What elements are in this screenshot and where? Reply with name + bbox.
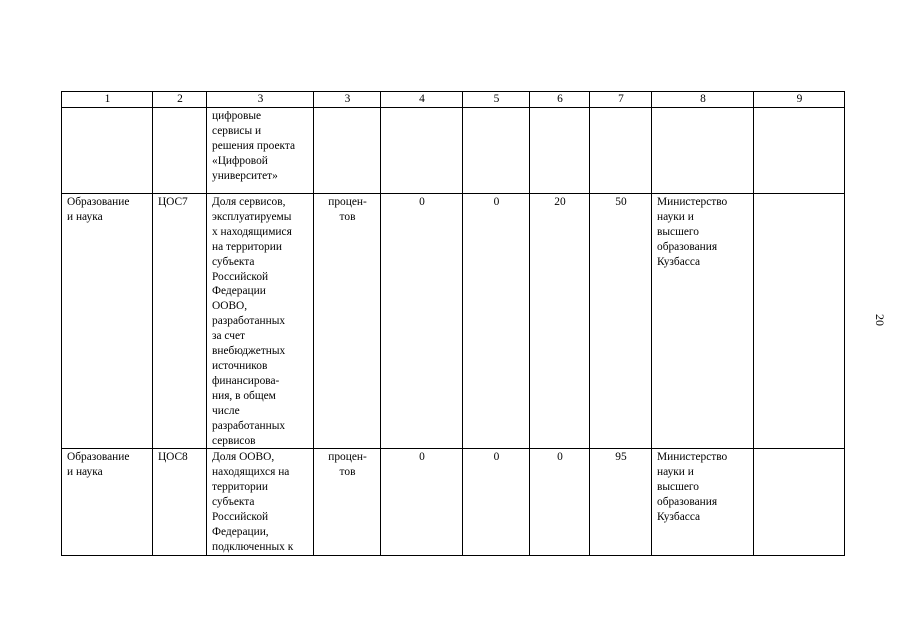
table-row — [62, 449, 845, 555]
header-cell: 3 — [314, 92, 381, 108]
header-cell: 1 — [62, 92, 153, 108]
value-cell — [530, 108, 590, 194]
header-cell: 5 — [463, 92, 530, 108]
unit-cell: процен- тов — [314, 194, 381, 449]
header-cell: 9 — [754, 92, 845, 108]
header-cell: 3 — [207, 92, 314, 108]
note-cell — [754, 194, 845, 449]
value-cell: 0 — [463, 194, 530, 449]
value-cell: 0 — [530, 449, 590, 555]
indicator-name-cell: Доля сервисов, эксплуатируемы х находящимися на территории субъекта Российской Федерации ООВО, разработанных за счет внебюджетных источников финансирова- ния, в общем числе разработанных сервисов — [207, 194, 314, 449]
code-cell: ЦОС7 — [153, 194, 207, 449]
value-cell — [463, 108, 530, 194]
value-cell: 0 — [463, 449, 530, 555]
header-cell: 2 — [153, 92, 207, 108]
table-row — [62, 194, 845, 449]
sphere-cell: Образование и наука — [62, 449, 153, 555]
value-cell: 95 — [590, 449, 652, 555]
code-cell — [153, 108, 207, 194]
header-cell: 4 — [381, 92, 463, 108]
value-cell — [590, 108, 652, 194]
header-cell: 8 — [652, 92, 754, 108]
sphere-cell: Образование и наука — [62, 194, 153, 449]
table-row — [62, 108, 845, 194]
code-cell: ЦОС8 — [153, 449, 207, 555]
indicators-table — [61, 91, 845, 556]
indicator-name-cell: Доля ООВО, находящихся на территории субъекта Российской Федерации, подключенных к — [207, 449, 314, 555]
value-cell: 50 — [590, 194, 652, 449]
header-cell: 7 — [590, 92, 652, 108]
responsible-cell: Министерство науки и высшего образования Кузбасса — [652, 194, 754, 449]
value-cell: 0 — [381, 194, 463, 449]
note-cell — [754, 449, 845, 555]
header-cell: 6 — [530, 92, 590, 108]
value-cell: 0 — [381, 449, 463, 555]
unit-cell — [314, 108, 381, 194]
value-cell: 20 — [530, 194, 590, 449]
value-cell — [381, 108, 463, 194]
sphere-cell — [62, 108, 153, 194]
note-cell — [754, 108, 845, 194]
page-number: 20 — [873, 314, 887, 326]
indicator-name-cell: цифровые сервисы и решения проекта «Цифровой университет» — [207, 108, 314, 194]
responsible-cell: Министерство науки и высшего образования Кузбасса — [652, 449, 754, 555]
column-numbers-row — [62, 92, 845, 108]
unit-cell: процен- тов — [314, 449, 381, 555]
responsible-cell — [652, 108, 754, 194]
